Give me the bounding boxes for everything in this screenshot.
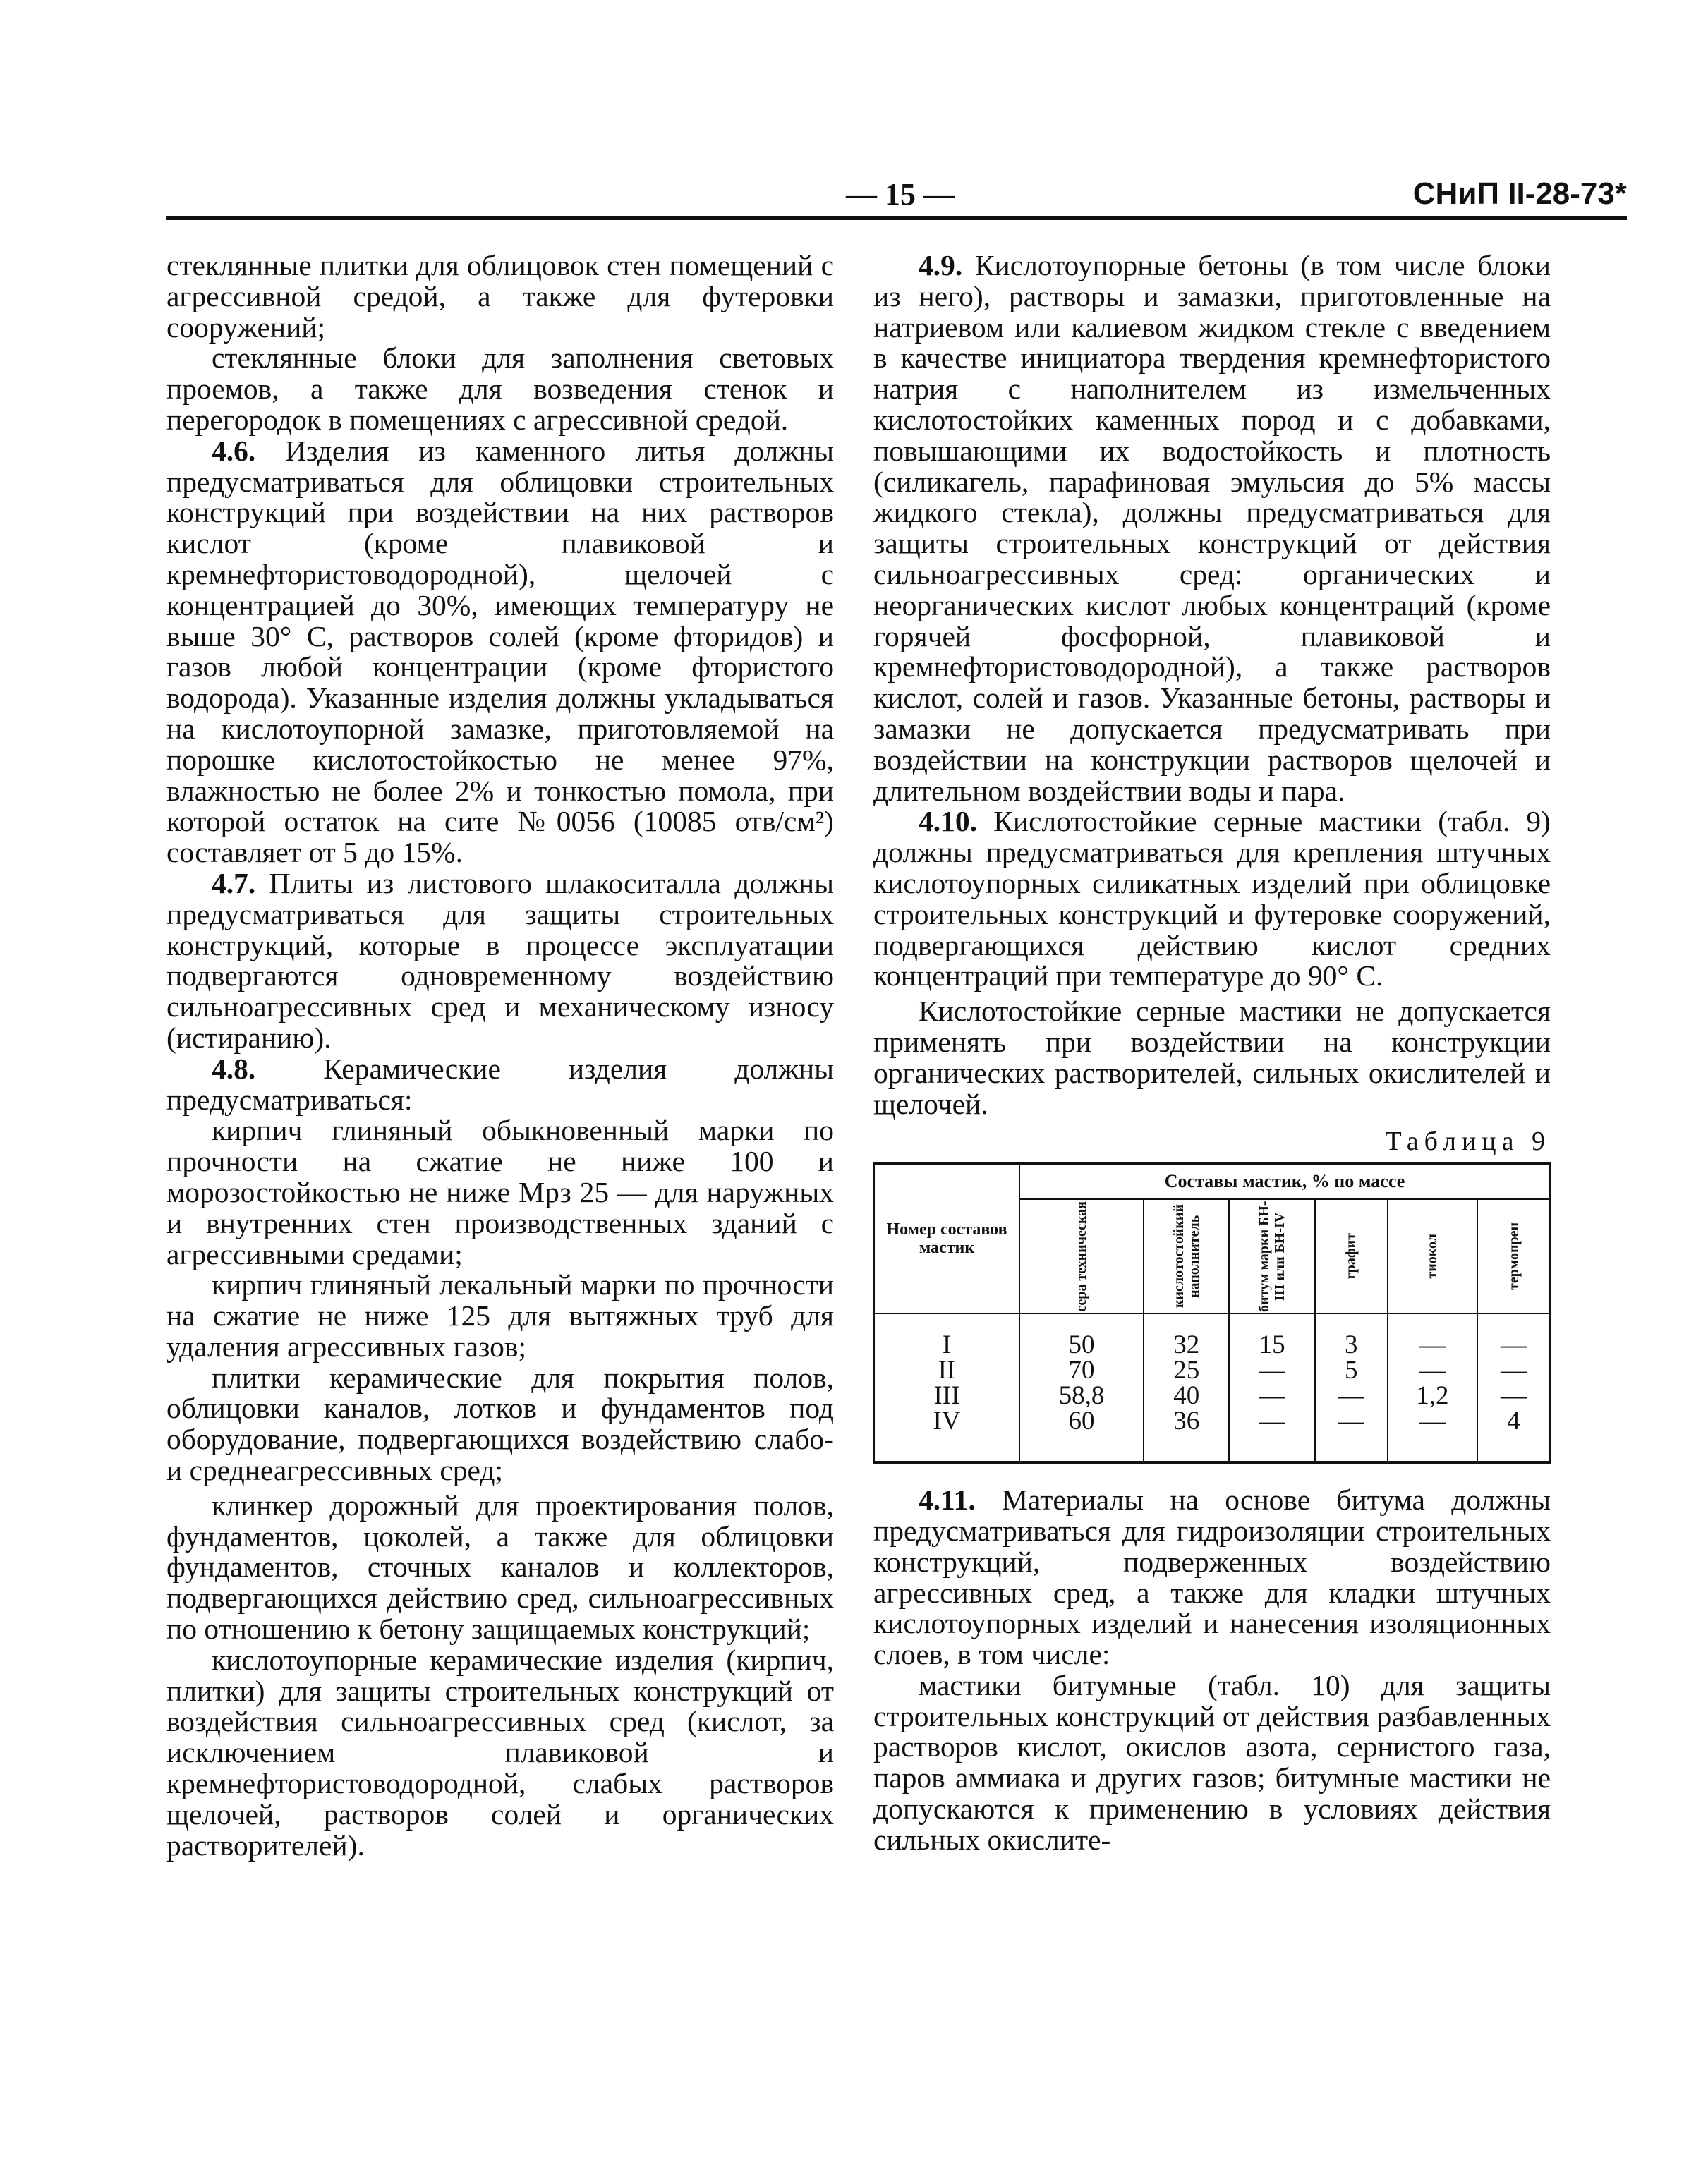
paragraph: мастики битумные (табл. 10) для защиты строительных конструкций от действия разбавленных растворов кислот, окислов азота, сернистого газа, паров аммиака и других газов; битумные мастики не допускаются к применению в условиях действия сильных окислите- bbox=[873, 1668, 1551, 1856]
table-cell: — bbox=[1477, 1313, 1550, 1358]
header-rule bbox=[166, 216, 1627, 220]
row-id: III bbox=[874, 1383, 1019, 1409]
right-column bbox=[873, 250, 1551, 1856]
column-header: сера техническая bbox=[1019, 1199, 1144, 1313]
paragraph: кирпич глиняный лекальный марки по прочности на сжатие не ниже 125 для вытяжных труб для удаления агрессивных газов; bbox=[166, 1268, 834, 1363]
table-row bbox=[874, 1409, 1550, 1462]
table-cell: 40 bbox=[1144, 1383, 1229, 1409]
section-text: Материалы на основе битума должны предусматриваться для гидроизоляции строительных конструкций, подверженных воздействию агрессивных сред, а также для кладки штучных кислотоупорных изделий и нанесения изоляционных слоев, в том числе: bbox=[873, 1483, 1551, 1671]
paragraph: стеклянные плитки для облицовок стен помещений с агрессивной средой, а также для футеровки сооружений; bbox=[166, 249, 834, 344]
table-cell: 15 bbox=[1229, 1313, 1314, 1358]
column-header: графит bbox=[1315, 1199, 1388, 1313]
table-cell: — bbox=[1315, 1383, 1388, 1409]
column-header: кислотостойкий наполнитель bbox=[1144, 1199, 1229, 1313]
section-4-8 bbox=[166, 1054, 834, 1116]
section-text: Изделия из каменного литья должны предусматриваться для облицовки строительных конструкций при воздействии на них растворов кислот (кроме плавиковой и кремнефтористоводородной), щелочей с концентрацией до 30%, имеющих температуру не выше 30° С, растворов солей (кроме фторидов) и газов любой концентрации (кроме фтористого водорода). Указанные изделия должны укладываться на кислотоупорной замазке, приготовляемой на порошке кислотостойкостью не менее 97%, влажностью не более 2% и тонкостью помола, при которой остаток на сите №0056 (10085 отв/см²) составляет от 5 до 15%. bbox=[166, 434, 834, 869]
section-number: 4.7. bbox=[212, 866, 256, 899]
section-text: Кислотостойкие серные мастики (табл. 9) должны предусматриваться для крепления штучных кислотоупорных силикатных изделий при облицовке строительных конструкций и футеровке сооружений, подвергающихся действию кислот средних концентраций при температуре до 90° С. bbox=[873, 805, 1551, 993]
table-cell: 32 bbox=[1144, 1313, 1229, 1358]
column-header: тиокол bbox=[1388, 1199, 1477, 1313]
table-cell: — bbox=[1229, 1358, 1314, 1383]
column-header: битум марки БН-III или БН-IV bbox=[1229, 1199, 1314, 1313]
table-cell: — bbox=[1315, 1409, 1388, 1462]
section-4-11 bbox=[873, 1485, 1551, 1670]
table-cell: 70 bbox=[1019, 1358, 1144, 1383]
section-number: 4.6. bbox=[212, 434, 256, 467]
table-row bbox=[874, 1313, 1550, 1358]
paragraph: кислотоупорные керамические изделия (кирпич, плитки) для защиты строительных конструкций от воздействия сильноагрессивных сред (кислот, за исключением плавиковой и кремнефтористоводородной, слабых растворов щелочей, растворов солей и органических растворителей). bbox=[166, 1643, 834, 1862]
section-text: Керамические изделия должны предусматриваться: bbox=[166, 1052, 834, 1116]
table-cell: 1,2 bbox=[1388, 1383, 1477, 1409]
table-cell: 3 bbox=[1315, 1313, 1388, 1358]
table-cell: — bbox=[1388, 1358, 1477, 1383]
table-cell: — bbox=[1477, 1358, 1550, 1383]
table-cell: 4 bbox=[1477, 1409, 1550, 1462]
page-header bbox=[166, 176, 1627, 216]
section-4-7 bbox=[166, 868, 834, 1054]
row-id: I bbox=[874, 1313, 1019, 1358]
paragraph: стеклянные блоки для заполнения световых проемов, а также для возведения стенок и перегородок в помещениях с агрессивной средой. bbox=[166, 341, 834, 436]
section-number: 4.8. bbox=[212, 1052, 256, 1085]
table-cell: 25 bbox=[1144, 1358, 1229, 1383]
section-4-6 bbox=[166, 436, 834, 868]
section-number: 4.9. bbox=[919, 249, 963, 281]
table-cell: — bbox=[1477, 1383, 1550, 1409]
left-column bbox=[166, 250, 834, 1861]
group-header: Составы мастик, % по массе bbox=[1019, 1163, 1550, 1199]
section-text: Плиты из листового шлакоситалла должны предусматриваться для защиты строительных конструкций, которые в процессе эксплуатации подвергаются одновременному воздействию сильноагрессивных сред и механическому износу (истиранию). bbox=[166, 866, 834, 1054]
table-cell: 50 bbox=[1019, 1313, 1144, 1358]
page-number: — 15 — bbox=[846, 177, 955, 212]
table-row bbox=[874, 1383, 1550, 1409]
column-header: термопрен bbox=[1477, 1199, 1550, 1313]
table-cell: 36 bbox=[1144, 1409, 1229, 1462]
table-cell: 5 bbox=[1315, 1358, 1388, 1383]
section-text: Кислотоупорные бетоны (в том числе блоки из него), растворы и замазки, приготовленные на натриевом или калиевом жидком стекле с введением в качестве инициатора твердения кремнефтористого натрия с наполнителем из измельченных кислотостойких каменных пород и с добавками, повышающими их водостойкость и плотность (силикагель, парафиновая эмульсия до 5% массы жидкого стекла), должны предусматриваться для защиты строительных конструкций от действия сильноагрессивных сред: органических и неорганических кислот любых концентраций (кроме горячей фосфорной, плавиковой и кремнефтористоводородной), а также растворов кислот, солей и газов. Указанные бетоны, растворы и замазки не допускается предусматривать при воздействии на конструкции растворов щелочей и длительном воздействии воды и пара. bbox=[873, 249, 1551, 807]
document-code: СНиП II-28-73* bbox=[1412, 176, 1627, 211]
table-9 bbox=[873, 1162, 1551, 1464]
table-cell: 60 bbox=[1019, 1409, 1144, 1462]
section-number: 4.10. bbox=[919, 805, 977, 838]
row-id: IV bbox=[874, 1409, 1019, 1462]
table-row bbox=[874, 1358, 1550, 1383]
section-number: 4.11. bbox=[919, 1483, 976, 1517]
row-id: II bbox=[874, 1358, 1019, 1383]
section-4-10 bbox=[873, 806, 1551, 992]
table-caption: Таблица 9 bbox=[1385, 1127, 1551, 1157]
table-cell: — bbox=[1388, 1313, 1477, 1358]
paragraph: кирпич глиняный обыкновенный марки по прочности на сжатие не ниже 100 и морозостойкостью не ниже Мрз 25 — для наружных и внутренних стен производственных зданий с агрессивными средами; bbox=[166, 1114, 834, 1270]
row-header: Номер составов мастик bbox=[874, 1163, 1019, 1313]
table-cell: — bbox=[1388, 1409, 1477, 1462]
table-cell: — bbox=[1229, 1383, 1314, 1409]
section-4-9 bbox=[873, 250, 1551, 806]
paragraph: плитки керамические для покрытия полов, облицовки каналов, лотков и фундаментов под оборудование, подвергающихся воздействию слабо- и среднеагрессивных сред; bbox=[166, 1361, 834, 1487]
paragraph: клинкер дорожный для проектирования полов, фундаментов, цоколей, а также для облицовки фундаментов, сточных каналов и коллекторов, подвергающихся действию сред, сильноагрессивных по отношению к бетону защищаемых конструкций; bbox=[166, 1488, 834, 1646]
table-cell: 58,8 bbox=[1019, 1383, 1144, 1409]
paragraph: Кислотостойкие серные мастики не допускается применять при воздействии на конструкции органических растворителей, сильных окислителей и щелочей. bbox=[873, 995, 1551, 1120]
table-cell: — bbox=[1229, 1409, 1314, 1462]
